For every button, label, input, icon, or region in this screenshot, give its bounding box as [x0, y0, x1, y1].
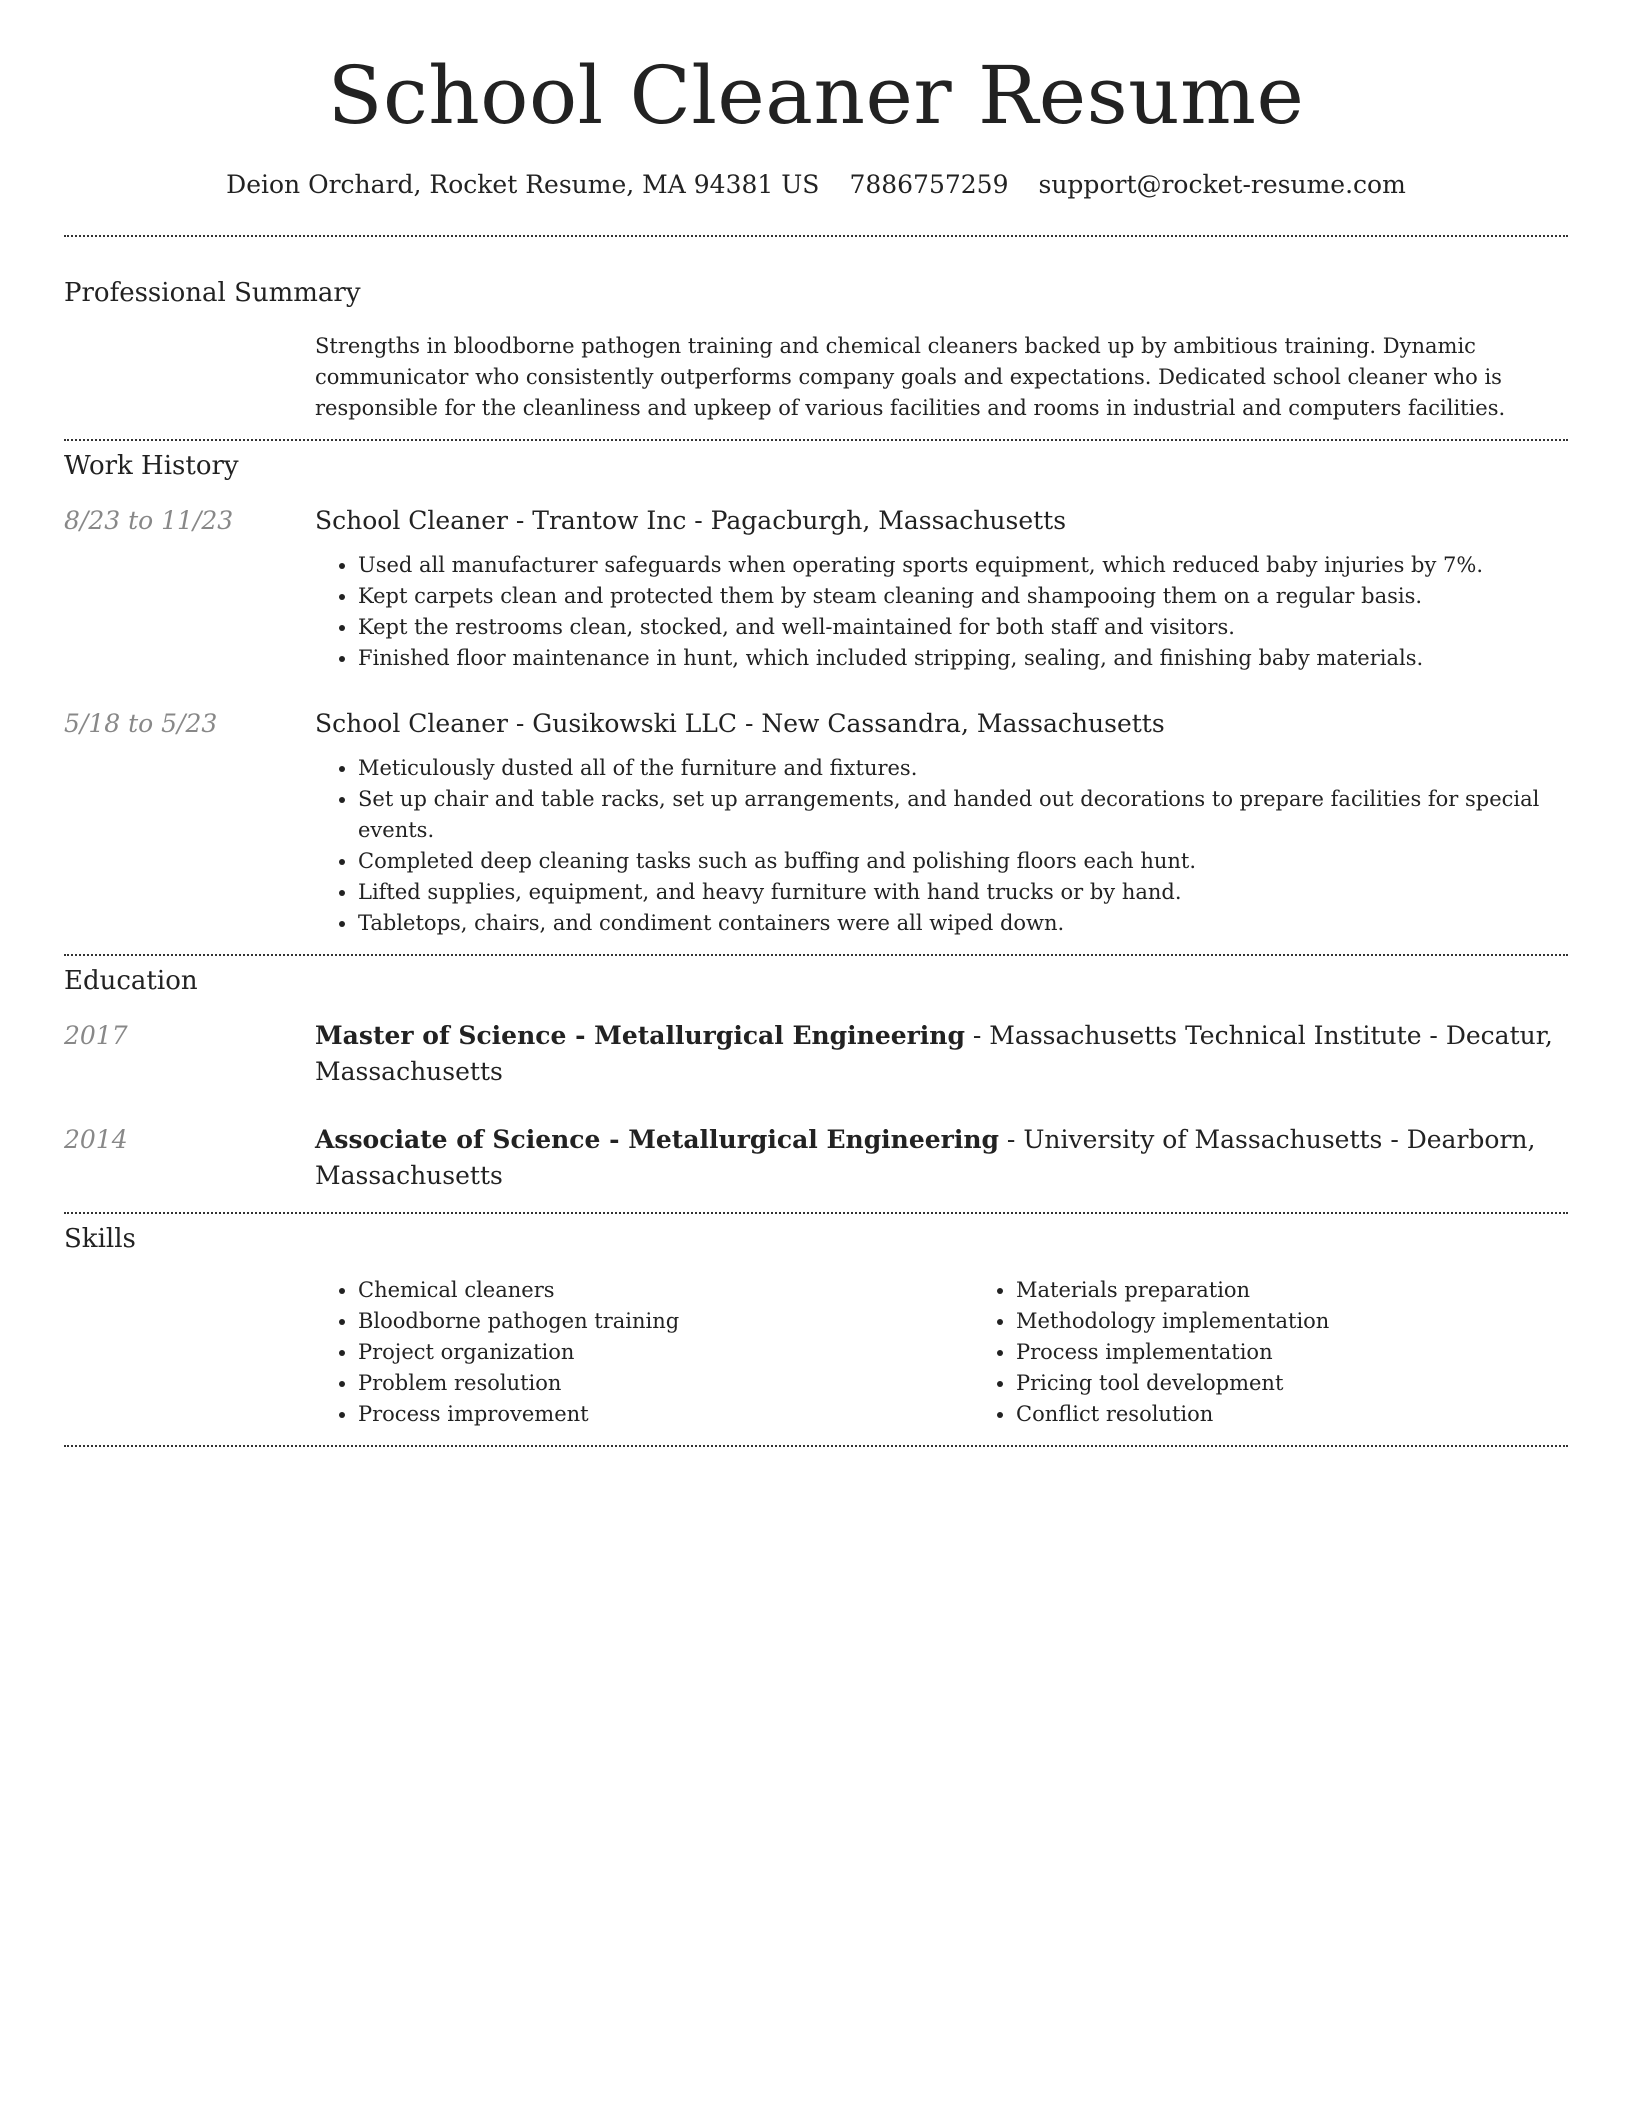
resume-page	[64, 0, 1568, 1447]
divider	[64, 1212, 1568, 1214]
work-history-heading: Work History	[64, 451, 239, 481]
job-bullet: • Completed deep cleaning tasks such as buffing and polishing floors each hunt.	[358, 846, 1568, 877]
summary-text: Strengths in bloodborne pathogen training and chemical cleaners backed up by ambitious training. Dynamic communicator who consistently outperforms company goals and expectations. Dedicated school cleaner who is responsible for the cleanliness and upkeep of various facilities and rooms in industrial and computers facilities.	[315, 334, 1506, 420]
education-degree: Associate of Science - Metallurgical Engineering	[315, 1125, 999, 1154]
job-bullet: • Set up chair and table racks, set up arrangements, and handed out decorations to prepare facilities for special events.	[358, 784, 1568, 846]
job-title: School Cleaner - Trantow Inc - Pagacburgh, Massachusetts	[315, 506, 1067, 535]
divider	[64, 1445, 1568, 1447]
summary-heading: Professional Summary	[64, 278, 361, 308]
education-degree: Master of Science - Metallurgical Engineering	[315, 1021, 965, 1050]
contact-line	[64, 170, 1568, 199]
job-bullet: • Kept the restrooms clean, stocked, and well-maintained for both staff and visitors.	[358, 612, 1568, 643]
education-heading: Education	[64, 966, 198, 996]
skill-item: • Chemical cleaners	[358, 1275, 973, 1306]
job-details	[315, 706, 1568, 939]
divider	[64, 235, 1568, 237]
skills-columns	[315, 1275, 1568, 1430]
skill-item: • Process implementation	[1016, 1337, 1631, 1368]
contact-address: Deion Orchard, Rocket Resume, MA 94381 US	[226, 170, 820, 199]
job-bullets	[315, 753, 1568, 939]
education-school: - University of Massachusetts - Dearborn, Massachusetts	[315, 1125, 1536, 1190]
skills-section	[64, 1224, 1568, 1430]
job-dates: 8/23 to 11/23	[64, 506, 234, 535]
education-school: - Massachusetts Technical Institute - Decatur, Massachusetts	[315, 1021, 1553, 1086]
job-bullet: • Kept carpets clean and protected them by steam cleaning and shampooing them on a regular basis.	[358, 581, 1568, 612]
job-entry	[64, 503, 1568, 674]
summary-section	[64, 278, 1568, 424]
job-bullet: • Lifted supplies, equipment, and heavy furniture with hand trucks or by hand.	[358, 877, 1568, 908]
skills-list-left	[315, 1275, 973, 1430]
job-dates: 5/18 to 5/23	[64, 709, 218, 738]
education-year: 2014	[64, 1125, 128, 1154]
resume-title: School Cleaner Resume	[327, 49, 1305, 142]
contact-phone: 7886757259	[849, 170, 1009, 199]
education-section	[64, 966, 1568, 1194]
job-bullet: • Meticulously dusted all of the furniture and fixtures.	[358, 753, 1568, 784]
skill-item: • Project organization	[358, 1337, 973, 1368]
education-year: 2017	[64, 1021, 128, 1050]
skills-list-right	[973, 1275, 1631, 1430]
skill-item: • Pricing tool development	[1016, 1368, 1631, 1399]
skill-item: • Problem resolution	[358, 1368, 973, 1399]
skill-item: • Conflict resolution	[1016, 1399, 1631, 1430]
work-history-section	[64, 451, 1568, 939]
job-entry	[64, 706, 1568, 939]
job-bullet: • Used all manufacturer safeguards when operating sports equipment, which reduced baby injuries by 7%.	[358, 550, 1568, 581]
skill-item: • Bloodborne pathogen training	[358, 1306, 973, 1337]
skills-heading: Skills	[64, 1224, 136, 1254]
job-bullets	[315, 550, 1568, 674]
divider	[64, 439, 1568, 441]
education-details	[315, 1122, 1568, 1194]
skill-item: • Materials preparation	[1016, 1275, 1631, 1306]
job-title: School Cleaner - Gusikowski LLC - New Cassandra, Massachusetts	[315, 709, 1165, 738]
job-details	[315, 503, 1568, 674]
skill-item: • Methodology implementation	[1016, 1306, 1631, 1337]
education-entry	[64, 1122, 1568, 1194]
education-entry	[64, 1018, 1568, 1090]
contact-email: support@rocket-resume.com	[1038, 170, 1406, 199]
divider	[64, 954, 1568, 956]
skill-item: • Process improvement	[358, 1399, 973, 1430]
job-bullet: • Finished floor maintenance in hunt, which included stripping, sealing, and finishing baby materials.	[358, 643, 1568, 674]
job-bullet: • Tabletops, chairs, and condiment containers were all wiped down.	[358, 908, 1568, 939]
education-details	[315, 1018, 1568, 1090]
